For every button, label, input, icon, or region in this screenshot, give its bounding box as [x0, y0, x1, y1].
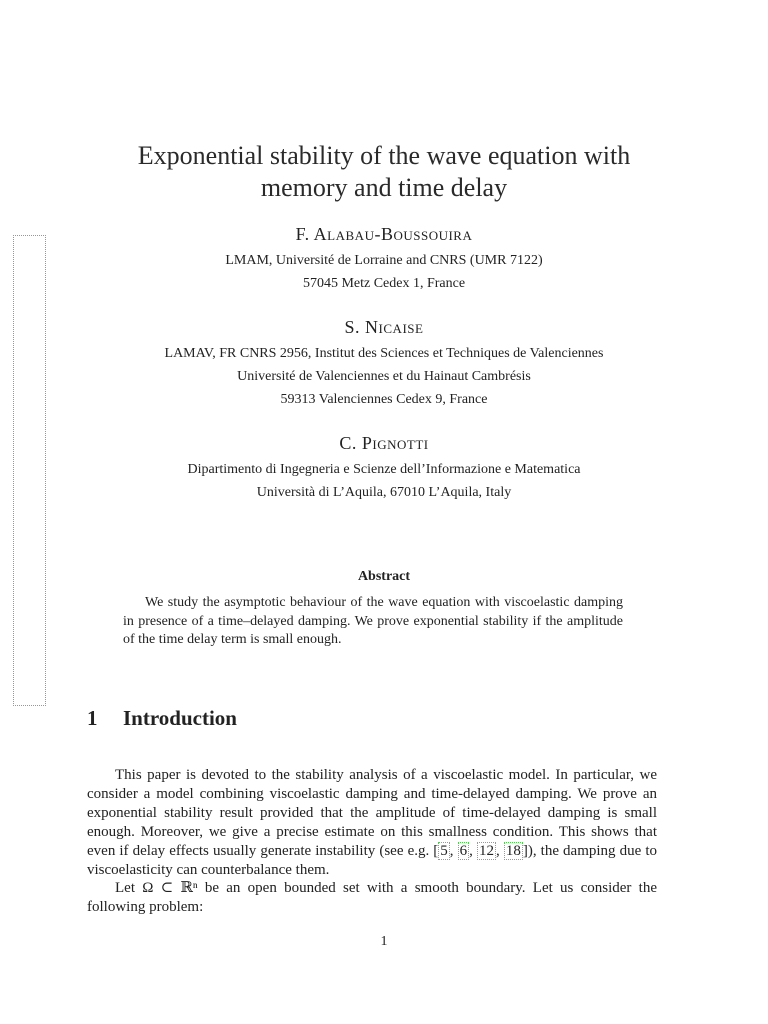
- affiliation-line: LMAM, Université de Lorraine and CNRS (UMR 7122): [225, 253, 543, 268]
- author-affiliation: [0, 342, 768, 411]
- affiliation-line: 59313 Valenciennes Cedex 9, France: [280, 392, 488, 407]
- citation-link[interactable]: 12: [478, 842, 494, 859]
- affiliation-line: Université de Valenciennes et du Hainaut Cambrésis: [237, 369, 531, 384]
- paragraph-text: This paper is devoted to the stability analysis of a viscoelastic model. In particular, we consider a model combining viscoelastic damping and time-delayed damping. We prove an exponential stability result provided that the amplitude of time-delayed damping is small enough. Moreover, we give a precise estimate on this smallness condition. This shows that even if delay effects usually generate instability (see e.g. [: [87, 767, 657, 859]
- affiliation-line: Università di L’Aquila, 67010 L’Aquila, Italy: [256, 485, 512, 500]
- title-line-2: memory and time delay: [260, 173, 508, 202]
- title-line-1: Exponential stability of the wave equation with: [137, 141, 631, 170]
- paragraph-text: ]), the damping due to viscoelasticity can counterbalance them.: [87, 842, 658, 878]
- author-affiliation: [0, 249, 768, 295]
- citation-link[interactable]: 6: [459, 842, 468, 859]
- abstract-body: [123, 594, 623, 650]
- section-heading: [87, 706, 237, 731]
- author-name: F. Alabau-Boussouira: [295, 224, 473, 244]
- section-number: 1: [87, 706, 98, 730]
- citation-link[interactable]: 5: [440, 842, 448, 859]
- affiliation-line: LAMAV, FR CNRS 2956, Institut des Sciences et Techniques de Valenciennes: [164, 346, 604, 361]
- intro-paragraph-1: This paper is devoted to the stability analysis of a viscoelastic model. In particular, we consider a model combining viscoelastic damping and time-delayed damping. We prove an exponential stability result provided that the amplitude of time-delayed damping is small enough. Moreover, we give a precise estimate on this smallness condition. This shows that even if delay effects usually generate instability (see e.g. [ 5 , 6 , 12 , 18 ]), the damping due to viscoelasticity can counterbalance them.: [87, 767, 658, 878]
- affiliation-line: Dipartimento di Ingegneria e Scienze dell’Informazione e Matematica: [187, 462, 581, 477]
- intro-paragraph-2: Let Ω ⊂ ℝⁿ be an open bounded set with a smooth boundary. Let us consider the following problem:: [87, 880, 657, 916]
- affiliation-line: 57045 Metz Cedex 1, France: [302, 276, 466, 291]
- page-number: 1: [380, 934, 388, 949]
- author-name: C. Pignotti: [339, 433, 429, 453]
- citation-link[interactable]: 18: [505, 842, 521, 859]
- paper-title: [0, 140, 768, 204]
- abstract-text: We study the asymptotic behaviour of the wave equation with viscoelastic damping in presence of a time–delayed damping. We prove exponential stability if the amplitude of the time delay term is small enough.: [123, 595, 623, 647]
- abstract-heading: Abstract: [357, 569, 411, 584]
- intro-body: [87, 766, 657, 917]
- section-title: Introduction: [123, 706, 237, 730]
- author-name: S. Nicaise: [344, 317, 424, 337]
- author-affiliation: [0, 458, 768, 504]
